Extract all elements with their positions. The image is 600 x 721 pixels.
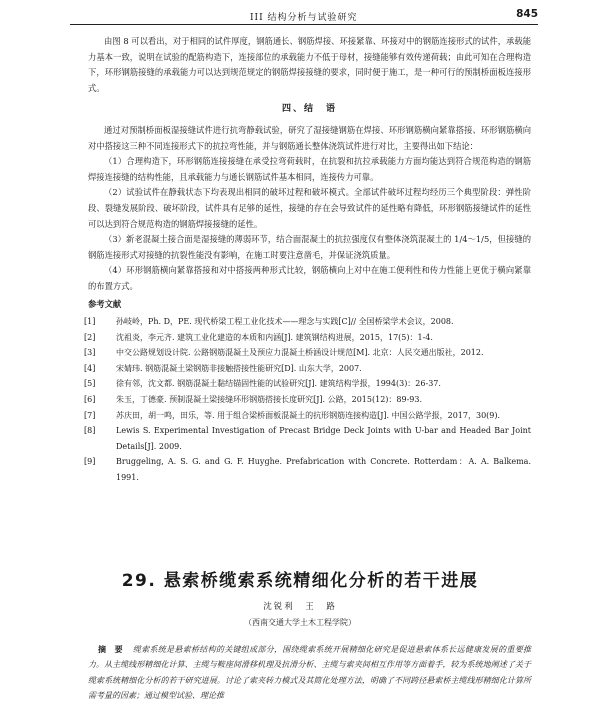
reference-text: Lewis S. Experimental Investigation of Precast Bridge Deck Joints with U-bar and Headed Bar Joint Details[J]. 2009. xyxy=(116,426,531,451)
intro-paragraph: 由图 8 可以看出，对于相同的试件厚度，钢筋通长、钢筋焊接、环接紧靠、环接对中的钢筋连接形式的试件，承载能力基本一致，说明在试验的配筋构造下，连接部位的承载能力不低于母材，接缝能够有效传递荷载；由此可知在合理构造下，环形钢筋接缝的承载能力可以达到规范规定的钢筋焊接接缝的要求，同时便于施工，是一种可行的预制桥面板连接形式。 xyxy=(88,36,531,93)
reference-item xyxy=(84,392,531,408)
article-title: 29. 悬索桥缆索系统精细化分析的若干进展 xyxy=(121,571,479,591)
conclusion-item: （1）合理构造下，环形钢筋连接接缝在承受拉弯荷载时，在抗裂和抗拉承载能力方面均能达到符合规范构造的钢筋焊接连接缝的结构性能，且承载能力与通长钢筋试件基本相同，连接传力可靠。 xyxy=(88,156,531,182)
page-number: 845 xyxy=(516,8,538,20)
reference-number: [4] xyxy=(84,363,96,373)
reference-item xyxy=(84,330,531,346)
reference-item xyxy=(84,376,531,392)
reference-text: 徐有邻，沈文都. 钢筋混凝土黏结锚固性能的试验研究[J]. 建筑结构学报，1994(3)：26-37. xyxy=(116,379,441,389)
reference-list xyxy=(84,314,531,486)
abstract-label: 摘 要 xyxy=(98,645,123,654)
abstract-text: 缆索系统是悬索桥结构的关键组成部分，围绕缆索系统开展精细化研究是促进悬索体系长远健康发展的重要推力。从主缆线形精细化计算、主缆与鞍座间滑移机理及抗滑分析、主缆与索夹间相互作用等方面着手，较为系统地阐述了关于缆索系统精细化分析的若干研究进展。讨论了索夹转力模式及其简化处理方法，明确了不同跨径悬索桥主缆线形精细化计算所需考量的因素；通过模型试验、理论推 xyxy=(88,645,532,701)
reference-text: Bruggeling, A. S. G. and G. F. Huyghe. Prefabrication with Concrete. Rotterdam：A. A. Balkema. 1991. xyxy=(116,457,531,483)
reference-item xyxy=(84,314,531,330)
reference-number: [5] xyxy=(84,379,96,389)
article-authors: 沈锐利 王 路 xyxy=(263,602,337,612)
conclusion-item: （4）环形钢筋横向紧靠搭接和对中搭接两种形式比较，钢筋横向上对中在施工便利性和传力性能上更优于横向紧靠的布置方式。 xyxy=(88,265,531,291)
reference-text: 宋婧玮. 钢筋混凝土梁钢筋非接触搭接性能研究[D]. 山东大学，2007. xyxy=(116,363,362,373)
abstract xyxy=(88,642,531,704)
running-header xyxy=(70,8,538,25)
reference-number: [7] xyxy=(84,410,96,420)
references-label: 参考文献 xyxy=(88,298,122,309)
body-text xyxy=(84,34,531,486)
reference-item xyxy=(84,408,531,424)
conclusion-intro: 通过对预制桥面板湿接缝试件进行抗弯静载试验，研究了湿接缝钢筋在焊接、环形钢筋横向紧靠搭接、环形钢筋横向对中搭接这三种不同连接形式下的抗拉弯性能，并与钢筋通长整体浇筑试件进行对比，主要得出如下结论： xyxy=(88,124,531,151)
reference-text: 沈祖炎，李元齐. 建筑工业化建造的本质和内涵[J]. 建筑钢结构进展，2015，17(5)：1-4. xyxy=(116,332,433,342)
reference-text: 中交公路规划设计院. 公路钢筋混凝土及预应力混凝土桥涵设计规范[M]. 北京：人民交通出版社，2012. xyxy=(116,348,484,358)
reference-number: [8] xyxy=(84,426,96,436)
reference-number: [3] xyxy=(84,348,96,358)
article-affiliation: （西南交通大学土木工程学院） xyxy=(244,618,356,627)
section-heading: 四、结 语 xyxy=(281,104,337,115)
reference-item xyxy=(84,361,531,377)
reference-number: [9] xyxy=(84,457,96,467)
running-title: III 结构分析与试验研究 xyxy=(250,13,358,23)
reference-item xyxy=(84,454,531,485)
reference-number: [1] xyxy=(84,317,96,327)
reference-text: 孙岐岭，Ph. D，PE. 现代桥梁工程工业化技术——理念与实践[C]// 全国桥梁学术会议，2008. xyxy=(116,317,454,327)
reference-item xyxy=(84,423,531,454)
reference-number: [6] xyxy=(84,395,96,405)
reference-item xyxy=(84,345,531,361)
conclusion-item: （2）试验试件在静载状态下均表现出相同的破坏过程和破坏模式。全部试件破坏过程均经历三个典型阶段：弹性阶段、裂缝发展阶段、破坏阶段，试件具有足够的延性，接缝的存在会导致试件的延性略有降低，环形钢筋接缝试件的延性可以达到符合规范构造的钢筋焊接接缝的延性。 xyxy=(88,187,531,229)
conclusion-item: （3）新老混凝土接合面是湿接缝的薄弱环节，结合面混凝土的抗拉强度仅有整体浇筑混凝土的 1/4～1/5，但接缝的钢筋连接形式对接缝的抗裂性能没有影响，在施工时要注意凿毛，并保证浇筑质量。 xyxy=(88,234,531,260)
reference-text: 苏庆田，胡一鸣，田乐，等. 用于组合梁桥面板混凝土的抗形钢筋连接构造[J]. 中国公路学报，2017，30(9). xyxy=(116,410,501,420)
reference-number: [2] xyxy=(84,332,96,342)
reference-text: 朱玉，丁德豪. 预制混凝土梁接缝环形钢筋搭接长度研究[J]. 公路，2015(12)：89-93. xyxy=(116,395,423,405)
